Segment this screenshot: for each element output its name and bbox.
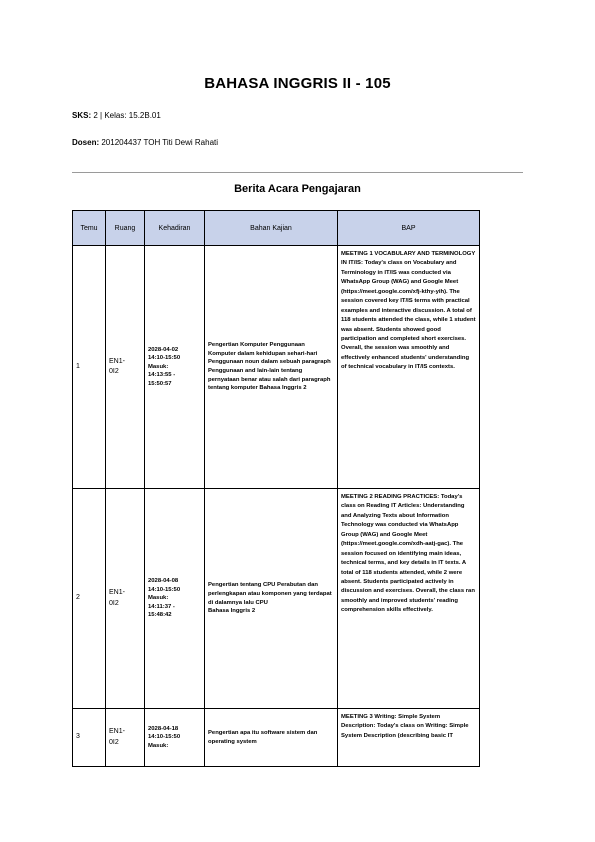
cell-kehadiran: 2028-04-02 14:10-15:50 Masuk: 14:13:55 - 15:50:57 (145, 246, 205, 489)
dosen-label: Dosen: (72, 138, 100, 147)
cell-bahan-kajian: Pengertian Komputer Penggunaan Komputer dalam kehidupan sehari-hari Penggunaan noun dalam sebuah paragraph Penggunaan and lain-lain tentang pernyataan benar atau salah dari paragraph tentang komputer Bahasa Inggris 2 (205, 246, 338, 489)
cell-bap: MEETING 2 READING PRACTICES: Today's class on Reading IT Articles: Understanding and Analyzing Texts about Information Technology was conducted via WhatsApp Group (WAG) and Google Meet (https://meet.google.com/xdh-aatj-gac). The session focused on identifying main ideas, technical terms, and key details in IT texts. A total of 118 students attended, while 2 were absent. Students participated actively in discussion and exercises. Overall, the class ran smoothly and improved students' reading comprehension skills effectively. (338, 489, 480, 709)
class-info (72, 111, 161, 120)
cell-temu: 1 (73, 246, 106, 489)
table-row (73, 709, 480, 767)
document-title: BAHASA INGGRIS II - 105 (204, 75, 391, 92)
sks-label: SKS: (72, 111, 92, 120)
cell-ruang: EN1- 0I2 (106, 709, 145, 767)
cell-temu: 3 (73, 709, 106, 767)
header-temu: Temu (73, 211, 106, 246)
header-bahan-kajian: Bahan Kajian (205, 211, 338, 246)
cell-bap: MEETING 1 VOCABULARY AND TERMINOLOGY IN IT/IS: Today's class on Vocabulary and Terminology in IT/IS was conducted via WhatsApp Group (WAG) and Google Meet (https://meet.google.com/xfj-kthy-yih). The session covered key IT/IS terms with practical examples and interactive discussion. A total of 118 students attended the class, while 1 student was absent. Students showed good participation and completed short exercises. Overall, the session was smoothly and effectively enhanced students' understanding of technical vocabulary in IT/IS contexts. (338, 246, 480, 489)
cell-ruang: EN1- 0I2 (106, 489, 145, 709)
cell-kehadiran: 2028-04-18 14:10-15:50 Masuk: (145, 709, 205, 767)
table-header-row (73, 211, 480, 246)
cell-ruang: EN1- 0I2 (106, 246, 145, 489)
dosen-value: 201204437 TOH Titi Dewi Rahati (101, 138, 219, 147)
table-row (73, 489, 480, 709)
cell-bahan-kajian: Pengertian tentang CPU Perabutan dan perlengkapan atau komponen yang terdapat di dalamnya lalu CPU Bahasa Inggris 2 (205, 489, 338, 709)
cell-kehadiran: 2028-04-08 14:10-15:50 Masuk: 14:11:37 - 15:48:42 (145, 489, 205, 709)
header-ruang: Ruang (106, 211, 145, 246)
lecturer-info (72, 138, 218, 147)
sks-value: 2 | Kelas: 15.2B.01 (93, 111, 161, 120)
teaching-record-table (72, 210, 480, 767)
cell-bahan-kajian: Pengertian apa itu software sistem dan operating system (205, 709, 338, 767)
cell-bap: MEETING 3 Writing: Simple System Description: Today's class on Writing: Simple System Description (describing basic IT (338, 709, 480, 767)
cell-temu: 2 (73, 489, 106, 709)
divider (72, 172, 523, 173)
header-bap: BAP (338, 211, 480, 246)
section-title: Berita Acara Pengajaran (234, 183, 361, 195)
table-row (73, 246, 480, 489)
header-kehadiran: Kehadiran (145, 211, 205, 246)
